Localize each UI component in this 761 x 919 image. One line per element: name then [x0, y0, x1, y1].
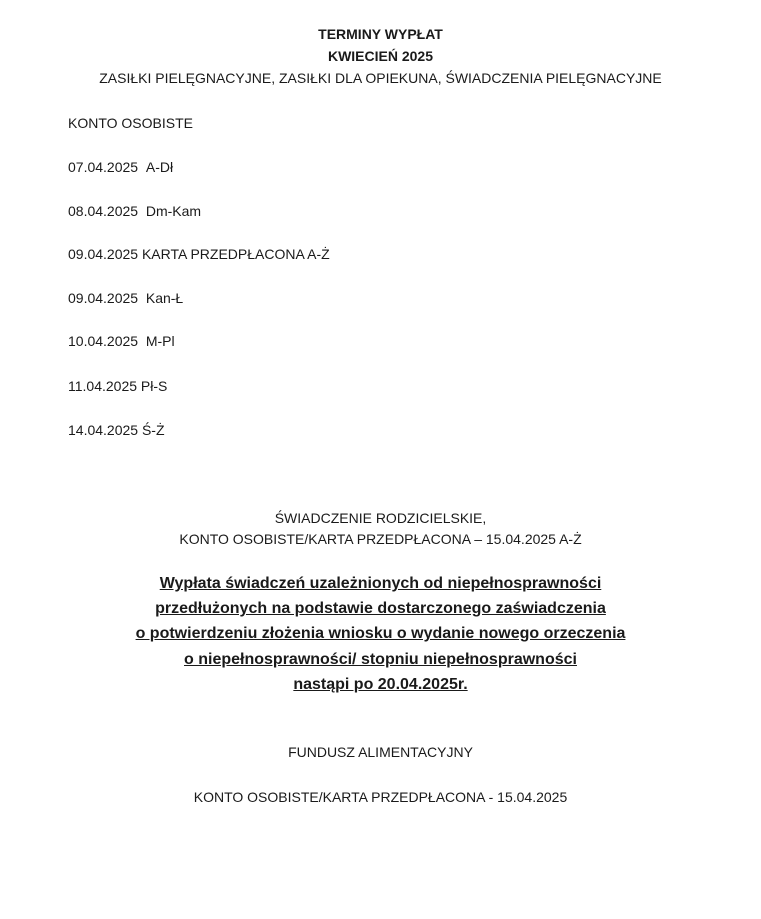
- schedule-range: Dm-Kam: [145, 203, 202, 219]
- schedule-date: 07.04.2025: [68, 159, 139, 175]
- notice-line: o niepełnosprawności/ stopniu niepełnosprawności: [184, 651, 577, 668]
- schedule-range: Kan-Ł: [145, 290, 184, 306]
- schedule-date: 08.04.2025: [68, 203, 139, 219]
- parental-benefit-title: ŚWIADCZENIE RODZICIELSKIE,: [274, 510, 487, 526]
- notice-line: o potwierdzeniu złożenia wniosku o wydanie nowego orzeczenia: [135, 625, 626, 642]
- notice-line: przedłużonych na podstawie dostarczonego zaświadczenia: [155, 600, 606, 617]
- notice-line: Wypłata świadczeń uzależnionych od niepełnosprawności: [159, 575, 602, 592]
- schedule-range: Pł-S: [140, 378, 168, 394]
- schedule-date: 09.04.2025: [68, 290, 139, 306]
- parental-benefit-date: KONTO OSOBISTE/KARTA PRZEDPŁACONA – 15.04.2025 A-Ż: [179, 531, 582, 547]
- schedule-entry: [68, 203, 201, 219]
- alimony-fund-heading: FUNDUSZ ALIMENTACYJNY: [288, 744, 473, 760]
- schedule-range: Ś-Ż: [141, 422, 165, 438]
- schedule-range: KARTA PRZEDPŁACONA A-Ż: [141, 246, 330, 262]
- schedule-entry: [68, 333, 175, 349]
- schedule-entry: [68, 159, 173, 175]
- schedule-entry: [68, 422, 165, 438]
- alimony-fund-date: KONTO OSOBISTE/KARTA PRZEDPŁACONA - 15.04.2025: [193, 789, 568, 805]
- schedule-entry: [68, 290, 183, 306]
- schedule-heading: KONTO OSOBISTE: [68, 115, 193, 131]
- document-subtitle: ZASIŁKI PIELĘGNACYJNE, ZASIŁKI DLA OPIEKUNA, ŚWIADCZENIA PIELĘGNACYJNE: [99, 70, 662, 86]
- schedule-date: 10.04.2025: [68, 333, 139, 349]
- schedule-entry: [68, 246, 330, 262]
- schedule-date: 11.04.2025: [68, 378, 138, 394]
- schedule-date: 14.04.2025: [68, 422, 139, 438]
- notice-line: nastąpi po 20.04.2025r.: [293, 676, 468, 693]
- schedule-entry: [68, 378, 167, 394]
- document-month: KWIECIEŃ 2025: [327, 48, 434, 64]
- schedule-range: A-Dł: [145, 159, 174, 175]
- document-title: TERMINY WYPŁAT: [318, 26, 443, 42]
- schedule-range: M-Pl: [145, 333, 175, 349]
- schedule-date: 09.04.2025: [68, 246, 139, 262]
